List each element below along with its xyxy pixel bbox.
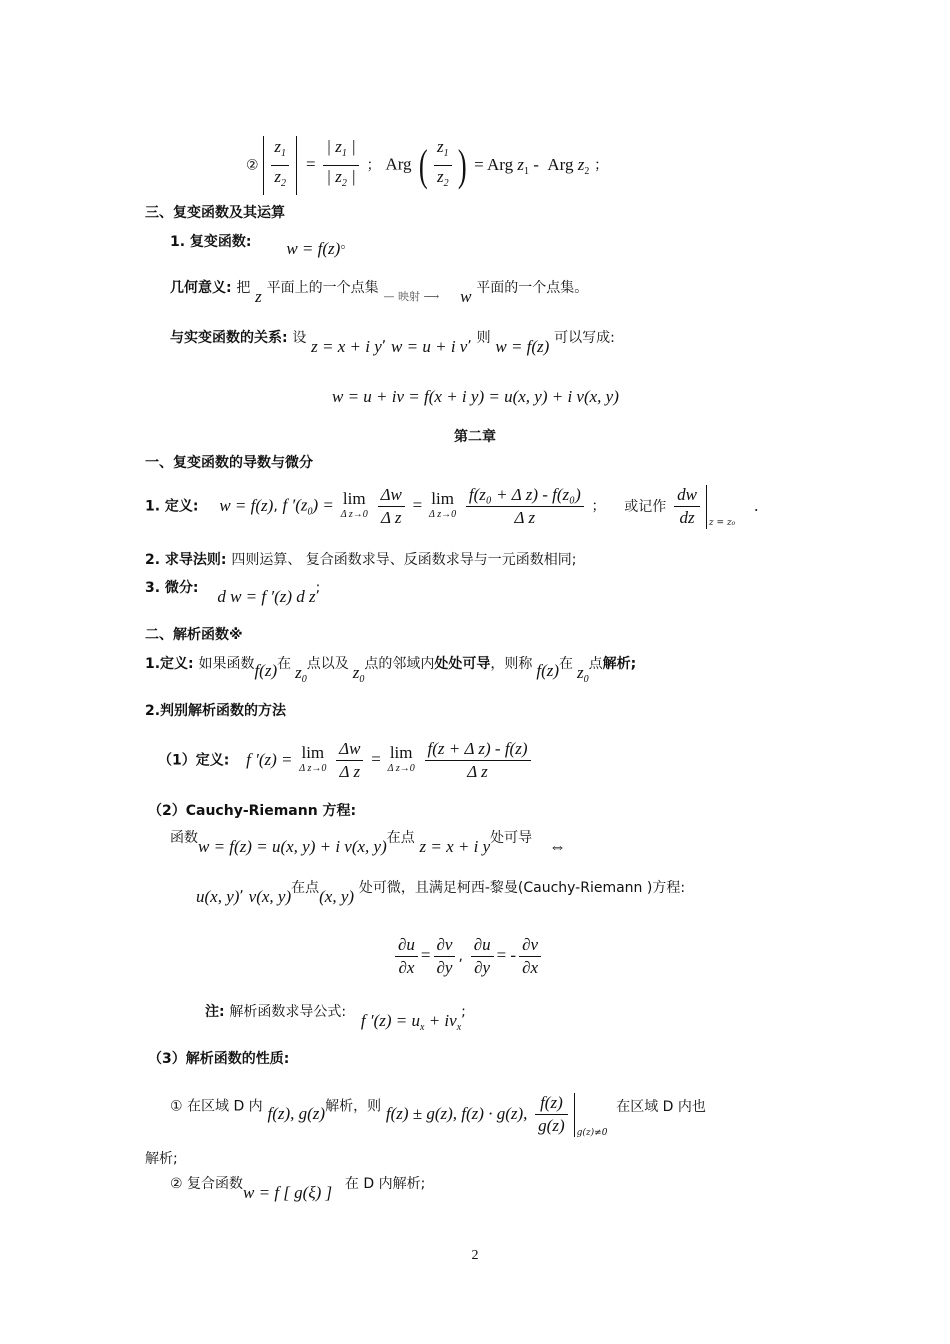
relation-equation: w = u + iv = f(x + i y) = u(x, y) + i v(x, y) (332, 387, 619, 406)
property-2: ② 复合函数w = f [ g(ξ) ] 在 D 内解析; (170, 1176, 426, 1202)
mapping-arrow: — 映射 ⟶ (383, 290, 440, 303)
property-1-continued: 解析; (145, 1151, 178, 1167)
section-heading-1: 一、复变函数的导数与微分 (145, 455, 313, 471)
relation-real-functions: 与实变函数的关系: 设 z = x + i y, w = u + i v, 则 w = f(z) 可以写成: (170, 330, 615, 356)
derivative-definition: 1. 定义: w = f(z), f $'(z_0)$ = lim Δ z→0 $\frac{\Delta w}{\text{Δ z}}$ = lim Δ z→0 $\frac{\text{f(z₀ + Δ z) - f(z₀)}}{\text{Δ z}}$ ； 或记作 $\frac{dw}{dz}$ $_{z = z_0}$ . (145, 485, 759, 528)
modulus-quotient: $\frac{| z_1 |}{| z_2 |}$ (323, 136, 358, 195)
cauchy-riemann-heading: （2）Cauchy-Riemann 方程: (148, 803, 357, 819)
derivation-rules: 2. 求导法则: 四则运算、 复合函数求导、反函数求导与一元函数相同; (145, 552, 577, 568)
abs-quotient: $\frac{z_1}{z_2}$ (263, 136, 297, 195)
section-heading-3: 三、复变函数及其运算 (145, 205, 285, 221)
complex-function-def: 1. 复变函数: w = f(z)。 (170, 234, 355, 258)
page-number: 2 (471, 1248, 479, 1263)
formula-modulus-arg: ② $\frac{z_1}{z_2}$ = $\frac{| z_1 |}{| z_2 |}$ ； Arg ( $\frac{z_1}{z_2}$ ) = Arg $z_1$ - Arg $z_2$ ； (246, 136, 608, 195)
method-definition: （1）定义: f ′(z) = lim Δ z→0 $\frac{\Delta w}{\text{Δ z}}$ = lim Δ z→0 $\frac{\text{f(z + Δ z) - f(z)}}{\text{Δ z}}$ (158, 738, 534, 783)
derivative-formula-note: 注: 解析函数求导公式: f $'(z) = u_x + iv_x$; (205, 1004, 466, 1033)
method-heading: 2.判别解析函数的方法 (145, 703, 287, 719)
chapter-title: 第二章 (454, 429, 496, 445)
cr-equations: $\frac{\partial u}{\partial x}$ = $\frac{\partial v}{\partial y}$ , $\frac{\partial u}{\partial y}$ = - $\frac{\partial v}{\partial x}$ (392, 934, 544, 979)
differential: 3. 微分: d w = f ′(z) d z; (145, 580, 321, 606)
circled-two: ② (246, 157, 259, 174)
section-heading-2: 二、解析函数※ (145, 627, 243, 643)
properties-heading: （3）解析函数的性质: (148, 1051, 290, 1067)
geometric-meaning: 几何意义: 把 z 平面上的一个点集 — 映射 ⟶ w 平面的一个点集。 (170, 280, 589, 306)
cr-condition: 函数w = f(z) = u(x, y) + i v(x, y)在点 z = x + i y处可导 ⇔ (170, 830, 566, 856)
property-1: ① 在区域 D 内 f(z), g(z)解析，则 f(z) ± g(z), f(z) · g(z), $\frac{f(z)}{g(z)}$ $_{g(z)\ne 0}$ 在区域 D 内也 (170, 1093, 706, 1138)
cr-differentiable: u(x, y), v(x, y)在点(x, y) 处可微，且满足柯西-黎曼(Cauchy-Riemann )方程: (196, 880, 686, 906)
analytic-definition: 1.定义: 如果函数f(z)在 $z_0$点以及 $z_0$点的邻域内处处可导，则称 f(z)在 $z_0$点解析; (145, 656, 637, 685)
